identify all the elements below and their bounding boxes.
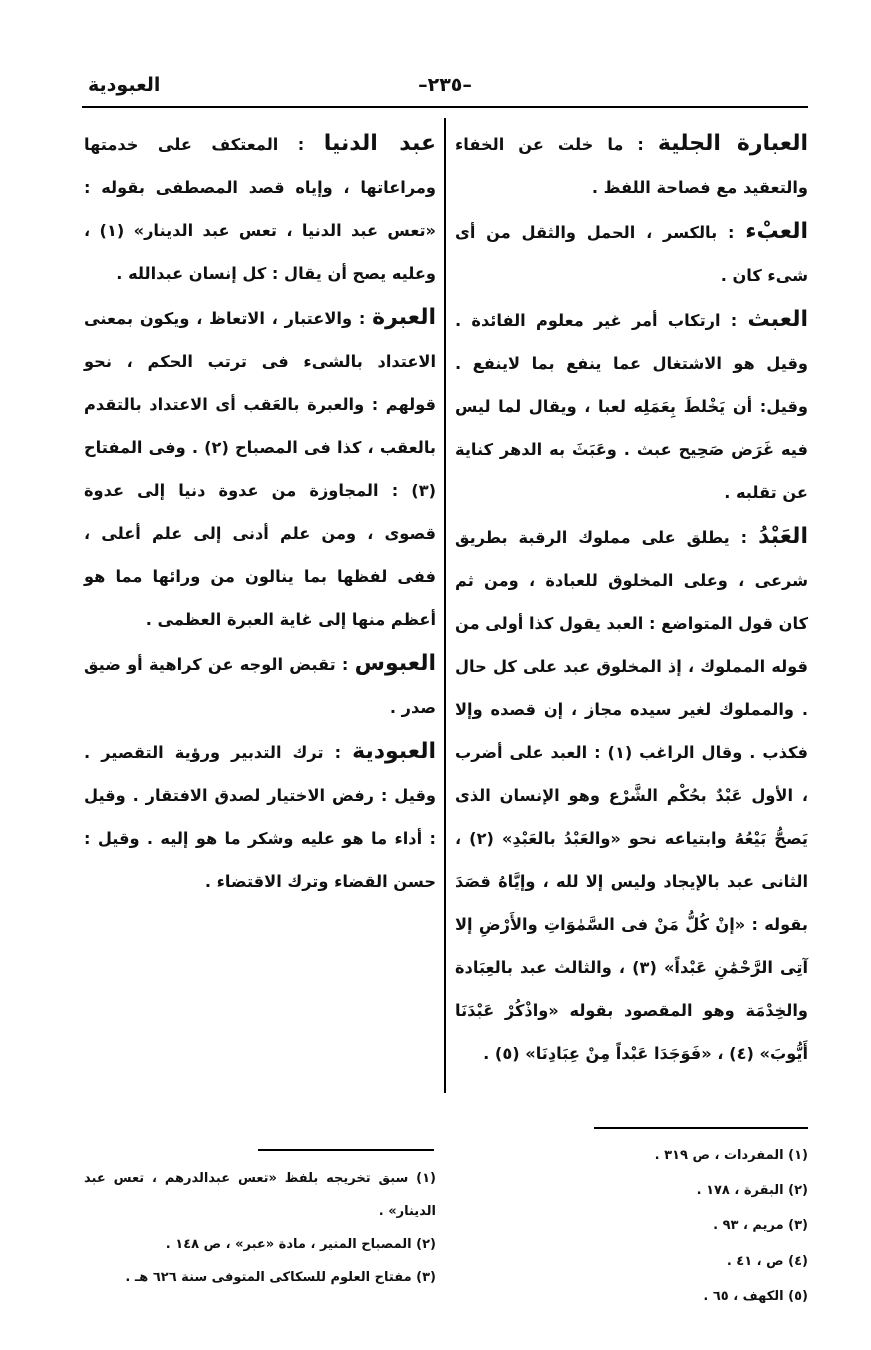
entry [455, 210, 808, 297]
entry-term: العبْء [745, 219, 808, 244]
entry-text: : يطلق على مملوك الرقبة بطريق شرعى ، وعلى المخلوق للعبادة ، ومن ثم كان قول المتواضع : العبد يقول كذا أولى من قوله المملوك ، إذ المخلوق عبد على كل حال . والمملوك لغير سيده مجاز ، إن قصده وإلا فكذب . وقال الراغب (١) : العبد على أضرب ، الأول عَبْدٌ بحُكْم الشَّرْع وهو الإنسان الذى يَصحُّ بَيْعُهُ وابتياعه نحو «والعَبْدُ بالعَبْدِ» (٢) ، الثانى عبد بالإيجاد وليس إلا لله ، وإيَّاهُ قصَدَ بقوله : «إنْ كُلُّ مَنْ فى السَّمٰوَاتِ والأَرْضِ إلا آتِى الرَّحْمَٰنِ عَبْداً» (٣) ، والثالث عبد بالعِبَادة والخِدْمَة وهو المقصود بقوله «واذْكُرْ عَبْدَنَا أَيُّوبَ» (٤) ، «فَوَجَدَا عَبْداً مِنْ عِبَادِنَا» (٥) . [455, 528, 809, 1063]
footnote-rule-left [258, 1149, 434, 1151]
running-title: العبودية [88, 74, 161, 96]
entry [84, 642, 436, 729]
footnote: (٥) الكهف ، ٦٥ . [703, 1288, 808, 1304]
entry-text: : ترك التدبير ورؤية التقصير . وقيل : رفض الاختيار لصدق الافتقار . وقيل : أداء ما هو عليه وشكر ما هو إليه . وقيل : حسن القضاء وترك الاقتضاء . [84, 743, 436, 891]
entry-term: العبوس [354, 651, 436, 676]
page-number: –٢٣٥– [418, 74, 472, 96]
entry [84, 730, 436, 903]
right-column [455, 122, 808, 1076]
entry-term: العَبْدُ [758, 524, 808, 549]
entry-term: العبارة الجلية [657, 131, 809, 156]
entry-term: عبد الدنيا [323, 131, 436, 156]
entry-term: العبودية [352, 739, 436, 764]
footnote: (٣) مريم ، ٩٣ . [713, 1218, 808, 1234]
entry-term: العبرة [372, 305, 436, 330]
entry-text: : بالكسر ، الحمل والثقل من أى شىء كان . [455, 223, 808, 285]
left-column [84, 122, 436, 904]
footnotes-right [455, 1138, 808, 1314]
entry [455, 515, 808, 1075]
column-divider [444, 118, 446, 1093]
header-rule [82, 106, 808, 108]
entry-text: : والاعتبار ، الاتعاظ ، ويكون بمعنى الاعتداد بالشىء فى ترتب الحكم ، نحو قولهم : والعبرة بالعَقب أى الاعتداد بالتقدم بالعقب ، كذا فى المصباح (٢) . وفى المفتاح (٣) : المجاوزة من عدوة دنيا إلى عدوة قصوى ، ومن علم أدنى إلى علم أعلى ، ففى لفظها بما ينالون من ورائها مما هو أعظم منها إلى غاية العبرة العظمى . [84, 309, 436, 629]
entry [455, 122, 808, 209]
entry-text: : ما خلت عن الخفاء والتعقيد مع فصاحة اللفظ . [455, 135, 808, 197]
entry [84, 296, 436, 641]
footnote: (٣) مفتاح العلوم للسكاكى المتوفى سنة ٦٢٦ هـ . [125, 1270, 436, 1285]
entry-term: العبث [747, 307, 808, 332]
footnote-rule-right [594, 1127, 808, 1129]
footnote: (٢) المصباح المنير ، مادة «عبر» ، ص ١٤٨ . [165, 1237, 436, 1252]
footnote: (١) المفردات ، ص ٣١٩ . [654, 1148, 808, 1163]
footnote: (٤) ص ، ٤١ . [726, 1253, 808, 1269]
entry [455, 298, 808, 514]
footnote: (١) سبق تخريجه بلفظ «تعس عبدالدرهم ، تعس عبد الدينار» . [84, 1171, 436, 1219]
entry-text: : تقبض الوجه عن كراهية أو ضيق صدر . [84, 655, 436, 717]
footnotes-left [84, 1162, 436, 1294]
entry-text: : ارتكاب أمر غير معلوم الفائدة . وقيل هو الاشتغال عما ينفع بما لاينفع . وقيل: أن يَخْلطَ بِعَمَلِه لعبا ، ويقال لما ليس فيه غَرَض صَحِيح عبث . وعَبَثَ به الدهر كناية عن تقلبه . [455, 311, 808, 502]
footnote: (٢) البقرة ، ١٧٨ . [696, 1183, 808, 1199]
entry [84, 122, 436, 295]
entry-text: : المعتكف على خدمتها ومراعاتها ، وإياه قصد المصطفى بقوله : «تعس عبد الدنيا ، تعس عبد الدينار» (١) ، وعليه يصح أن يقال : كل إنسان عبدالله . [84, 135, 436, 283]
